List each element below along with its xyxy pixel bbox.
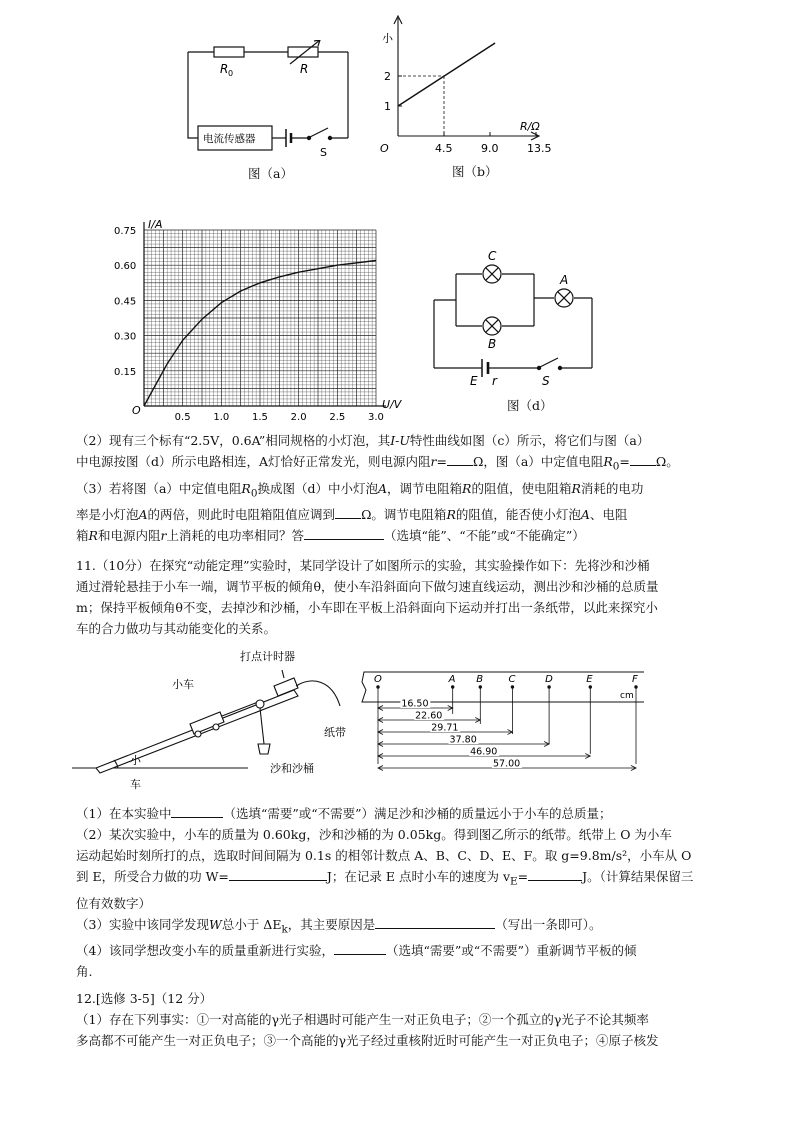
tape-point-label: A bbox=[448, 674, 456, 685]
fig-c-y-tick-label: 0.45 bbox=[114, 296, 137, 308]
q11-intro-line2: 通过滑轮悬挂于小车一端，调节平板的倾角θ，使小车沿斜面向下做匀速直线运动，测出沙和沙桶的总质量 bbox=[76, 579, 659, 594]
fig-b-x-tick-label: 4.5 bbox=[435, 142, 453, 155]
fig-c-x-tick-label: 1.0 bbox=[213, 412, 230, 423]
blank-internal-r[interactable] bbox=[447, 452, 473, 466]
q11-part2-line1: （2）某次实验中，小车的质量为 0.60kg，沙和沙桶的为 0.05kg。得到图乙所示的纸带。纸带上 O 为小车 bbox=[76, 827, 672, 842]
tape-distance-label: 46.90 bbox=[470, 746, 498, 758]
tape-point-label: D bbox=[545, 674, 553, 685]
q11-intro-line1: 11.（10分）在探究“动能定理”实验时，某同学设计了如图所示的实验，其实验操作如下：先将沙和沙桶 bbox=[76, 558, 650, 573]
figure-d-circuit-drawing bbox=[428, 246, 608, 396]
q12-part1-line2: 多高都不可能产生一对正负电子；③一个高能的γ光子经过重核附近时可能产生一对正负电子；④原子核发 bbox=[76, 1033, 659, 1048]
figure-d-caption: 图（d） bbox=[507, 398, 553, 413]
q10-part2-line2: 中电源按图（d）所示电路相连，A灯恰好正常发光，则电源内阻r= Ω，图（a）中定值电阻$R_0= \Omega$。 bbox=[76, 454, 679, 473]
fig-b-y-label: 小 bbox=[382, 32, 393, 45]
resistor-box-r bbox=[288, 47, 318, 57]
tape-distance-label: 16.50 bbox=[401, 698, 429, 710]
lamp-c bbox=[483, 265, 501, 283]
lamp-c-label: C bbox=[488, 249, 497, 263]
tape-point-label: O bbox=[374, 674, 382, 685]
fig-b-y-tick-label: 2 bbox=[384, 70, 391, 83]
q10-part2-line1: （2）现有三个标有“2.5V，0.6A”相同规格的小灯泡，其I-U特性曲线如图（c）所示，将它们与图（a） bbox=[76, 433, 650, 448]
figure-c-iu-chart bbox=[110, 216, 410, 432]
fig-c-origin: O bbox=[132, 404, 141, 417]
battery bbox=[482, 359, 488, 377]
q11-part3: （3）实验中该同学发现W总小于 $\Delta E_k$，其主要原因是 （写出一条即可）。 bbox=[76, 916, 602, 935]
tape-distance-label: 29.71 bbox=[431, 722, 459, 734]
figure-a-caption: 图（a） bbox=[248, 166, 293, 181]
switch-s bbox=[537, 358, 561, 370]
fig-c-y-tick-label: 0.75 bbox=[114, 226, 137, 237]
fig-c-y-label: I/A bbox=[148, 218, 163, 231]
fig-c-x-tick-label: 1.5 bbox=[252, 412, 268, 423]
tape-distance-label: 57.00 bbox=[493, 758, 521, 770]
car-label: 车 bbox=[130, 778, 141, 790]
q12-part1-line1: （1）存在下列事实：①一对高能的γ光子相遇时可能产生一对正负电子；②一个孤立的γ光子不论其频率 bbox=[76, 1012, 649, 1027]
fig-c-x-tick-label: 2.0 bbox=[290, 412, 307, 423]
tape-distance-label: 22.60 bbox=[415, 710, 443, 722]
switch-label: S bbox=[320, 146, 327, 159]
blank-work[interactable] bbox=[229, 867, 327, 881]
blank-velocity[interactable] bbox=[528, 867, 582, 881]
figure-incline-apparatus bbox=[70, 640, 360, 790]
q11-parts bbox=[76, 803, 726, 982]
fig-c-x-label: U/V bbox=[382, 398, 402, 411]
q12-heading: 12.[选修 3-5]（12 分） bbox=[76, 991, 213, 1006]
wire bbox=[188, 52, 198, 138]
internal-r-label: r bbox=[492, 374, 497, 388]
q10-part3-line3: 箱R和电源内阻r上消耗的电功率相同？答 （选填“能”、“不能”或“不能确定”） bbox=[76, 528, 585, 543]
cart-label: 小车 bbox=[172, 678, 194, 691]
figure-b-graph bbox=[376, 8, 551, 158]
tape-label: 纸带 bbox=[324, 726, 346, 739]
sand-label: 沙和沙桶 bbox=[270, 762, 314, 775]
switch-s bbox=[310, 128, 328, 137]
lamp-b bbox=[483, 317, 501, 335]
blank-reason[interactable] bbox=[375, 915, 495, 929]
q11-part2-line3: 到 E，所受合力做的功 W= J；在记录 E 点时小车的速度为 $v_E= J$。（计算结果保留三 bbox=[76, 869, 694, 888]
blank-r0[interactable] bbox=[630, 452, 656, 466]
q11-intro bbox=[76, 555, 726, 639]
timer-label: 打点计时器 bbox=[240, 650, 295, 663]
q10-part3-line2: 率是小灯泡A的两倍，则此时电阻箱阻值应调到 Ω。调节电阻箱R的阻值，能否使小灯泡A、电阻 bbox=[76, 507, 628, 522]
fig-c-y-tick-label: 0.15 bbox=[114, 366, 137, 378]
blank-q11-1[interactable] bbox=[171, 804, 223, 818]
paper-tape bbox=[296, 681, 340, 706]
fig-b-x-label: R/Ω bbox=[520, 120, 540, 133]
lamp-b-label: B bbox=[488, 337, 497, 351]
r-label: R bbox=[300, 62, 309, 76]
switch-s-label: S bbox=[542, 374, 550, 388]
q11-part1: （1）在本实验中 （选填“需要”或“不需要”）满足沙和沙桶的质量远小于小车的总质量； bbox=[76, 806, 612, 821]
fig-c-y-tick-label: 0.60 bbox=[114, 261, 137, 273]
r0-label: R bbox=[220, 62, 229, 76]
q11-part4-line2: 角. bbox=[76, 964, 93, 979]
blank-q11-4[interactable] bbox=[334, 941, 386, 955]
fig-c-x-tick-label: 0.5 bbox=[174, 412, 191, 423]
q11-part2-line4: 位有效数字） bbox=[76, 895, 152, 911]
tape-outline bbox=[362, 672, 644, 702]
tape-point-label: F bbox=[632, 674, 638, 685]
q11-intro-line3: m；保持平板倾角θ不变，去掉沙和沙桶，小车即在平板上沿斜面向下运动并打出一条纸带，以此来探究小 bbox=[76, 600, 658, 615]
tape-distance-label: 37.80 bbox=[449, 734, 477, 746]
tape-point-label: B bbox=[476, 674, 484, 685]
fig-c-x-tick-label: 3.0 bbox=[368, 412, 384, 423]
q11-intro-line4: 车的合力做功与其动能变化的关系。 bbox=[76, 621, 277, 636]
fig-c-y-tick-label: 0.30 bbox=[114, 331, 137, 343]
tape-point-label: E bbox=[586, 674, 593, 685]
fig-b-x-tick-label: 9.0 bbox=[481, 142, 499, 155]
q10-parts bbox=[76, 430, 726, 546]
emf-label: E bbox=[470, 374, 478, 388]
angle-label: 小 bbox=[130, 754, 141, 767]
lamp-a-label: A bbox=[560, 273, 569, 287]
fig-b-y-tick-label: 1 bbox=[384, 100, 391, 113]
fig-c-x-tick-label: 2.5 bbox=[329, 412, 346, 423]
fig-b-origin: O bbox=[380, 142, 389, 155]
figure-b-caption: 图（b） bbox=[452, 164, 498, 179]
sensor-label: 电流传感器 bbox=[203, 133, 256, 145]
q10-part3-line1: （3）若将图（a）中定值电阻$R_0$换成图（d）中小灯泡A，调节电阻箱R的阻值，使电阻箱R消耗的电功 bbox=[76, 480, 644, 499]
q11-part2-line2: 运动起始时刻所打的点，选取时间间隔为 0.1s 的相邻计数点 A、B、C、D、E、F。取 g=9.8m/s²，小车从 O bbox=[76, 848, 692, 863]
q12 bbox=[76, 988, 726, 1051]
blank-resistance[interactable] bbox=[335, 505, 361, 519]
resistor-r0 bbox=[214, 47, 244, 57]
blank-answer[interactable] bbox=[304, 526, 384, 540]
q11-part4-line1: （4）该同学想改变小车的质量重新进行实验， （选填“需要”或“不需要”）重新调节平板的倾 bbox=[76, 943, 637, 958]
tape-point-label: C bbox=[508, 674, 516, 685]
fig-b-x-tick-label: 13.5 bbox=[527, 142, 551, 155]
r0-subscript: 0 bbox=[228, 69, 234, 78]
tape-unit: cm bbox=[620, 691, 634, 701]
fig-b-line bbox=[398, 43, 495, 106]
figure-paper-tape bbox=[358, 668, 658, 776]
lamp-a bbox=[555, 289, 573, 307]
